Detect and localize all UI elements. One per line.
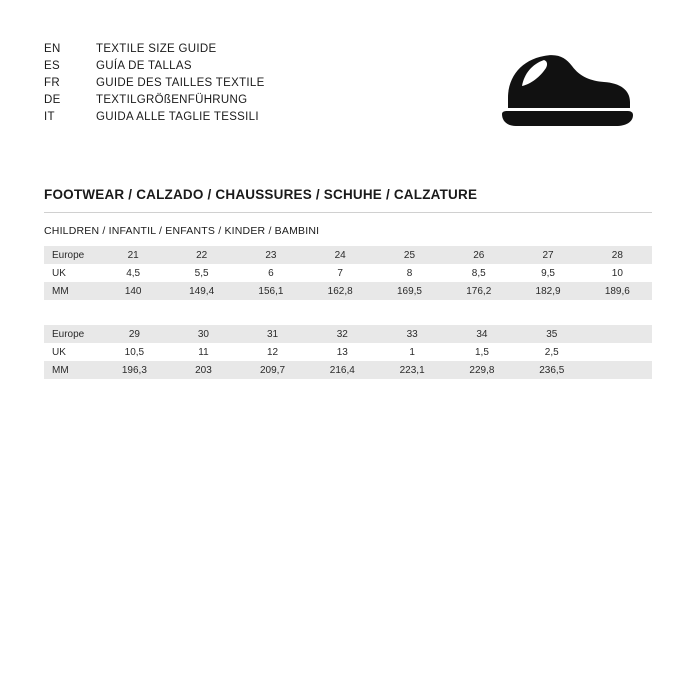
list-item [44,57,265,74]
size-table-first [44,246,652,300]
cell: 31 [238,325,308,343]
cell: 35 [517,325,587,343]
table-row [44,246,652,264]
language-code: EN [44,42,61,55]
cell: 209,7 [238,361,308,379]
language-code: ES [44,59,60,72]
page-title: FOOTWEAR / CALZADO / CHAUSSURES / SCHUHE / CALZATURE [44,187,478,202]
cell: 1,5 [447,343,517,361]
language-code: IT [44,110,55,123]
cell: 25 [375,246,444,264]
row-label: UK [44,264,99,282]
language-text: TEXTILGRÖßENFÜHRUNG [96,93,248,106]
cell: 176,2 [444,282,513,300]
language-text: GUIDE DES TAILLES TEXTILE [96,76,265,89]
header [44,40,652,135]
cell [587,361,652,379]
cell: 27 [513,246,582,264]
row-label: Europe [44,246,99,264]
cell: 216,4 [307,361,377,379]
cell: 5,5 [167,264,236,282]
list-item [44,74,265,91]
cell: 8,5 [444,264,513,282]
cell: 149,4 [167,282,236,300]
cell: 24 [306,246,375,264]
list-item [44,91,265,108]
cell: 22 [167,246,236,264]
cell: 12 [238,343,308,361]
cell: 140 [99,282,167,300]
table-spacer [44,300,652,316]
cell: 9,5 [513,264,582,282]
size-table-second [44,325,652,379]
cell: 223,1 [377,361,447,379]
cell: 203 [169,361,237,379]
cell: 196,3 [99,361,169,379]
table-row [44,343,652,361]
row-label: Europe [44,325,99,343]
shoe-icon [488,46,634,135]
cell: 30 [169,325,237,343]
cell: 6 [236,264,305,282]
list-item [44,40,265,57]
table-row [44,264,652,282]
table-row [44,282,652,300]
cell: 21 [99,246,167,264]
cell: 32 [307,325,377,343]
list-item [44,108,265,125]
language-code: FR [44,76,60,89]
row-label: MM [44,361,99,379]
cell: 189,6 [583,282,652,300]
cell: 10,5 [99,343,169,361]
group-label: CHILDREN / INFANTIL / ENFANTS / KINDER / BAMBINI [44,225,320,237]
language-list [44,40,265,125]
language-text: TEXTILE SIZE GUIDE [96,42,217,55]
cell: 28 [583,246,652,264]
cell: 1 [377,343,447,361]
language-code: DE [44,93,61,106]
table-row [44,325,652,343]
cell [587,343,652,361]
cell: 162,8 [306,282,375,300]
cell: 2,5 [517,343,587,361]
cell: 34 [447,325,517,343]
cell: 169,5 [375,282,444,300]
row-label: UK [44,343,99,361]
cell: 13 [307,343,377,361]
row-label: MM [44,282,99,300]
cell: 156,1 [236,282,305,300]
cell: 229,8 [447,361,517,379]
cell: 4,5 [99,264,167,282]
cell: 26 [444,246,513,264]
cell: 10 [583,264,652,282]
language-text: GUÍA DE TALLAS [96,59,192,72]
cell: 29 [99,325,169,343]
cell: 182,9 [513,282,582,300]
cell: 236,5 [517,361,587,379]
cell: 33 [377,325,447,343]
cell: 7 [306,264,375,282]
cell [587,325,652,343]
divider [44,212,652,213]
table-row [44,361,652,379]
cell: 8 [375,264,444,282]
language-text: GUIDA ALLE TAGLIE TESSILI [96,110,259,123]
cell: 23 [236,246,305,264]
cell: 11 [169,343,237,361]
